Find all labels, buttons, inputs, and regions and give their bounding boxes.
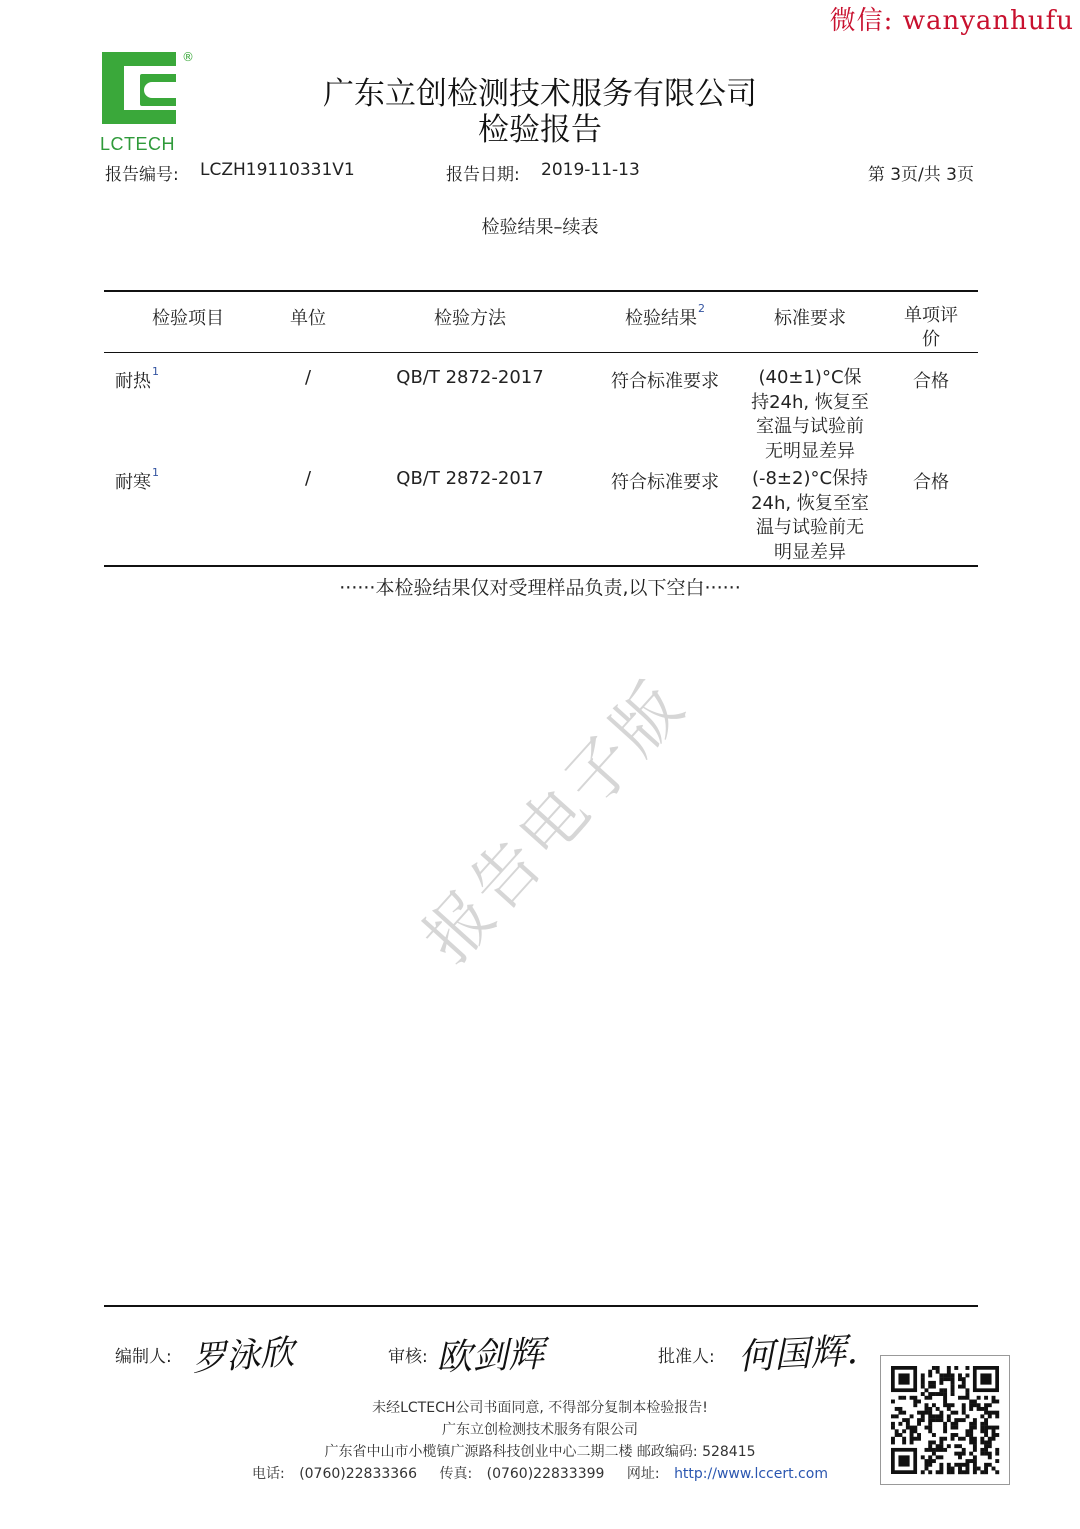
header-result-text: 检验结果 bbox=[625, 308, 697, 329]
row1-unit: / bbox=[304, 367, 312, 388]
reviewed-by-signature: 欧剑辉 bbox=[435, 1334, 545, 1379]
website-label: 网址: bbox=[626, 1466, 660, 1482]
approved-by-signature: 何国辉. bbox=[737, 1330, 859, 1379]
page-indicator: 第 3页/共 3页 bbox=[867, 165, 974, 185]
report-date-label: 报告日期: bbox=[446, 165, 520, 185]
table-top-rule bbox=[104, 290, 978, 292]
table-subtitle: 检验结果–续表 bbox=[481, 217, 599, 238]
phone-label: 电话: bbox=[252, 1466, 285, 1482]
header-rating-line2: 价 bbox=[922, 329, 940, 350]
header-item: 检验项目 bbox=[152, 308, 224, 329]
signature-rule bbox=[104, 1305, 978, 1307]
approved-by-label: 批准人: bbox=[658, 1347, 715, 1367]
header-rating-line1: 单项评 bbox=[904, 305, 958, 326]
row1-item bbox=[115, 367, 159, 393]
report-title: 检验报告 bbox=[478, 112, 602, 148]
footer-address: 广东省中山市小榄镇广源路科技创业中心二期二楼 邮政编码: 528415 bbox=[324, 1444, 756, 1460]
header-requirement: 标准要求 bbox=[774, 308, 846, 329]
row2-item bbox=[115, 468, 159, 494]
row1-req-line4: 无明显差异 bbox=[765, 440, 855, 462]
report-number-label: 报告编号: bbox=[105, 165, 179, 185]
logo-text: LCTECH bbox=[100, 134, 176, 154]
electronic-version-watermark: 报告电子版 bbox=[408, 665, 701, 978]
reviewed-by-label: 审核: bbox=[388, 1347, 428, 1367]
row2-result: 符合标准要求 bbox=[611, 472, 719, 493]
row1-item-footnote: 1 bbox=[152, 365, 159, 378]
header-rating bbox=[890, 304, 972, 352]
row1-requirement bbox=[740, 366, 880, 464]
end-note: ······本检验结果仅对受理样品负责,以下空白······ bbox=[339, 577, 741, 599]
footer-copyright-note: 未经LCTECH公司书面同意, 不得部分复制本检验报告! bbox=[372, 1400, 708, 1416]
header-result-footnote: 2 bbox=[698, 302, 705, 315]
row1-req-line2: 持24h, 恢复至 bbox=[751, 391, 869, 413]
row2-req-line3: 温与试验前无 bbox=[756, 517, 864, 538]
row1-item-text: 耐热 bbox=[115, 371, 151, 392]
row2-unit: / bbox=[304, 468, 312, 489]
website-link[interactable]: http://www.lccert.com bbox=[674, 1466, 828, 1482]
row2-requirement bbox=[740, 467, 880, 565]
header-method: 检验方法 bbox=[434, 308, 506, 329]
row2-req-line4: 明显差异 bbox=[774, 541, 846, 563]
fax-label: 传真: bbox=[439, 1466, 473, 1482]
header-result bbox=[600, 304, 730, 330]
report-number: LCZH19110331V1 bbox=[200, 160, 355, 180]
row1-req-line3: 室温与试验前 bbox=[756, 416, 864, 437]
row1-req-line1: (40±1)°C保 bbox=[758, 367, 862, 388]
row2-item-footnote: 1 bbox=[152, 466, 159, 479]
report-date: 2019-11-13 bbox=[541, 160, 640, 180]
row2-req-line1: (-8±2)°C保持 bbox=[751, 468, 869, 489]
row2-rating: 合格 bbox=[913, 472, 949, 493]
prepared-by-signature: 罗泳欣 bbox=[190, 1332, 296, 1380]
row1-result: 符合标准要求 bbox=[611, 371, 719, 392]
qr-code-icon bbox=[880, 1355, 1010, 1485]
phone-number: (0760)22833366 bbox=[299, 1466, 417, 1482]
row1-rating: 合格 bbox=[913, 371, 949, 392]
row2-item-text: 耐寒 bbox=[115, 472, 151, 493]
row1-method: QB/T 2872-2017 bbox=[396, 367, 544, 388]
company-name: 广东立创检测技术服务有限公司 bbox=[323, 76, 757, 112]
fax-number: (0760)22833399 bbox=[486, 1466, 605, 1482]
wechat-watermark: 微信: wanyanhufu bbox=[829, 6, 1074, 36]
prepared-by-label: 编制人: bbox=[115, 1347, 172, 1367]
row2-method: QB/T 2872-2017 bbox=[396, 468, 544, 489]
table-bottom-rule bbox=[104, 565, 978, 567]
table-header-rule bbox=[104, 352, 978, 353]
row2-req-line2: 24h, 恢复至室 bbox=[751, 492, 869, 514]
registered-mark: ® bbox=[182, 50, 194, 64]
footer-company: 广东立创检测技术服务有限公司 bbox=[442, 1422, 638, 1438]
header-unit: 单位 bbox=[290, 308, 326, 329]
